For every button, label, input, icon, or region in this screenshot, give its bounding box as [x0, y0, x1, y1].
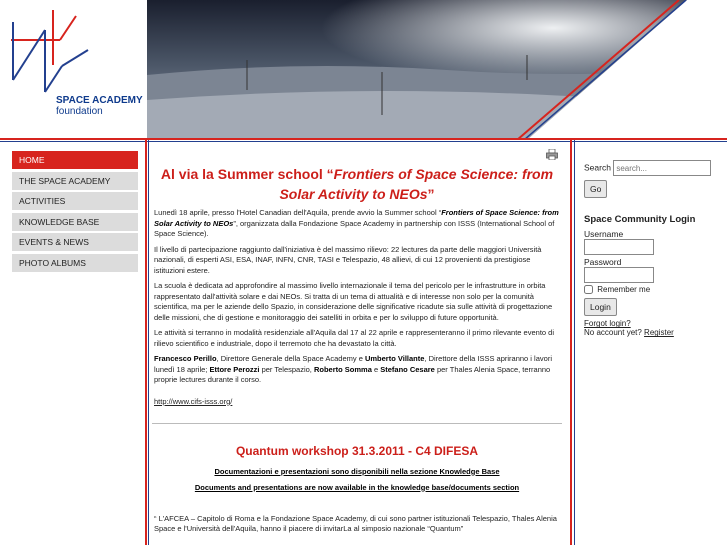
p1-c: ”, organizzata dalla Fondazione Space Academy in partnership con ISSS (International School of Space Science). [154, 218, 555, 238]
no-account-text: No account yet? [584, 328, 642, 338]
article-divider [152, 423, 562, 424]
register-row [584, 328, 724, 337]
cifs-isss-link[interactable]: http://www.cifs-isss.org/ [154, 396, 233, 406]
article-paragraph-4: Le attività si terranno in modalità residenziale all'Aquila dal 17 al 22 aprile e rappresenteranno il primo rilevante evento di rilievo scientifico e industriale, dopo il terremoto che ha devastato la città. [154, 328, 554, 348]
password-label: Password [584, 257, 622, 267]
name-perillo: Francesco Perillo [154, 354, 217, 363]
login-button[interactable]: Login [584, 298, 617, 316]
remember-me-checkbox[interactable] [584, 285, 593, 294]
nav-home[interactable]: HOME [12, 151, 138, 169]
moon-surface-image [147, 0, 727, 140]
nav-events-news[interactable]: EVENTS & NEWS [12, 233, 138, 251]
sidebar-nav [12, 151, 138, 274]
nav-photo-albums[interactable]: PHOTO ALBUMS [12, 254, 138, 272]
name-villante: Umberto Villante [364, 354, 425, 363]
documents-notice-en[interactable]: Documents and presentations are now available in the knowledge base/documents section [194, 482, 520, 492]
banner-image [147, 0, 727, 140]
nav-knowledge-base[interactable]: KNOWLEDGE BASE [12, 213, 138, 231]
search-go-button[interactable]: Go [584, 180, 607, 198]
p5-t4: e [371, 364, 381, 374]
search-input[interactable] [613, 160, 711, 176]
left-divider-blue [148, 140, 149, 545]
p1-b: Frontiers of Space Science: from Solar Activity to NEOs [154, 208, 559, 228]
logo-line2: foundation [56, 106, 103, 117]
search-box [584, 160, 724, 176]
quantum-paragraph-1: “ L'AFCEA – Capitolo di Roma e la Fondazione Space Academy, di cui sono partner istituzionali Telespazio, Thales Alenia Space e l'Università dell'Aquila, hanno il piacere di invitarLa al simposio nazionale “Quantum” [154, 513, 557, 533]
p5-t5: per Thales Alenia Space, terranno proprie lectures durante il corso. [154, 364, 551, 384]
nav-the-space-academy[interactable]: THE SPACE ACADEMY [12, 172, 138, 190]
name-somma: Roberto Somma [313, 364, 372, 374]
nav-activities[interactable]: ACTIVITIES [12, 192, 138, 210]
documents-notice-it[interactable]: Documentazioni e presentazioni sono disponibili nella sezione Knowledge Base [214, 466, 500, 476]
main-content [152, 150, 562, 545]
p5-t1: , Direttore Generale della Space Academy e [216, 354, 365, 363]
login-title: Space Community Login [584, 214, 696, 225]
p5-t3: per Telespazio, [259, 364, 314, 374]
username-field[interactable] [584, 239, 654, 255]
article-paragraph-1 [154, 208, 562, 240]
logo[interactable] [0, 0, 150, 140]
article-paragraph-2: Il livello di partecipazione raggiunto dall'iniziativa è del massimo rilievo: 22 lectures da parte delle maggiori Università nazionali, di esperti ASI, ESA, INAF, INFN, CNR, TASI e Telespazio, 48 allievi, di cui 12 provenienti da prestigiose istituzioni estere. [154, 244, 542, 275]
name-perozzi: Ettore Perozzi [209, 364, 260, 374]
title-end: ” [427, 186, 435, 202]
space-academy-logo-icon [8, 10, 98, 105]
username-label: Username [584, 229, 624, 239]
name-cesare: Stefano Cesare [380, 364, 435, 374]
title-italic: Frontiers of Space Science: from Solar Activity to NEOs [279, 166, 554, 202]
article-title-quantum-workshop[interactable]: Quantum workshop 31.3.2011 - C4 DIFESA [235, 443, 479, 458]
article-paragraph-3: La scuola è dedicata ad approfondire al massimo livello internazionale il tema del pericolo per le infrastrutture in orbita rappresentato dall'attività solare e dai NEOs. Si tratta di un tema di attualità e di interesse non solo per la comunità scientifica, ma per le aziende dello Spazio, in considerazione delle significative ricadute sia sulle attività di progettazione delle missioni, che di gestione e monitoraggio dei satelliti in orbita e per lo sviluppo di future opportunità. [154, 281, 553, 322]
search-label: Search [584, 162, 611, 173]
remember-row [584, 285, 724, 294]
article-paragraph-5 [154, 354, 562, 386]
logo-line1: SPACE ACADEMY [56, 95, 143, 106]
password-field[interactable] [584, 267, 654, 283]
p5-t2: , Direttore della ISSS apriranno i lavori lunedì 18 aprile; [154, 354, 552, 374]
remember-me-label: Remember me [597, 285, 651, 294]
right-divider-blue [574, 140, 575, 545]
right-divider [570, 140, 572, 545]
right-column [584, 150, 724, 337]
forgot-login-link[interactable]: Forgot login? [584, 319, 631, 329]
header [0, 0, 727, 140]
p1-a: Lunedì 18 aprile, presso l'Hotel Canadian dell'Aquila, prende avvio la Summer school “ [154, 208, 442, 217]
left-divider [145, 140, 147, 545]
register-link[interactable]: Register [644, 328, 674, 338]
article-title-summer-school[interactable] [152, 164, 562, 204]
title-plain: Al via la Summer school “ [160, 166, 334, 182]
